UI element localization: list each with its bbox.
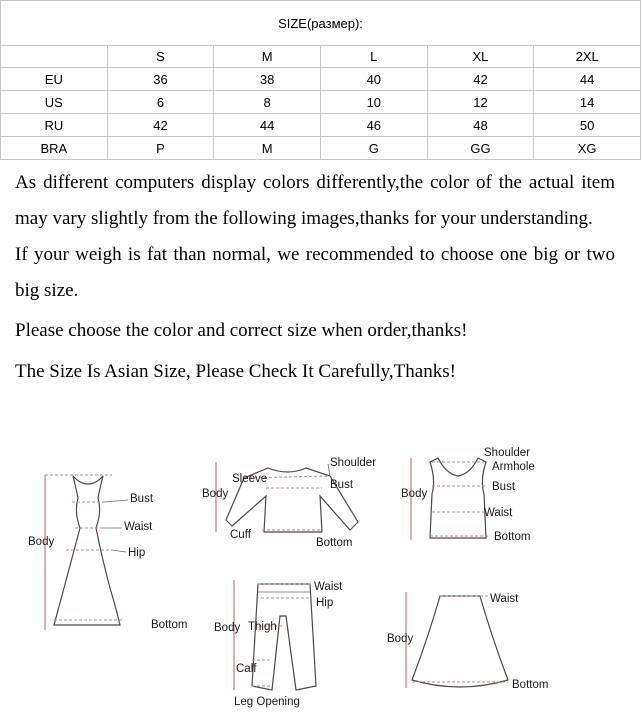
table-cell: 36 xyxy=(107,68,214,91)
calf-label: Calf xyxy=(236,663,257,675)
bust-label: Bust xyxy=(492,481,516,493)
asian-size-note: The Size Is Asian Size, Please Check It Carefully,Thanks! xyxy=(15,361,456,382)
size-chart-title-row xyxy=(1,1,641,46)
header-cell: XL xyxy=(427,46,534,68)
row-label: BRA xyxy=(1,137,108,160)
size-chart-table xyxy=(0,0,641,160)
shoulder-label: Shoulder xyxy=(484,447,531,459)
waist-label: Waist xyxy=(314,581,343,593)
table-cell: XG xyxy=(534,137,641,160)
color-disclaimer: As different computers display colors differently,the color of the actual item may vary slightly from the following images,thanks for your understanding. xyxy=(15,172,615,229)
long-sleeve-top-diagram xyxy=(202,457,376,549)
sleeve-label: Sleeve xyxy=(232,473,268,485)
table-cell: P xyxy=(107,137,214,160)
header-cell: M xyxy=(214,46,321,68)
bottom-label: Bottom xyxy=(151,619,188,631)
dress-diagram xyxy=(28,475,187,631)
table-cell: G xyxy=(320,137,427,160)
shoulder-label: Shoulder xyxy=(330,457,377,469)
body-label: Body xyxy=(401,488,428,500)
leg-opening-label: Leg Opening xyxy=(234,696,300,708)
skirt-diagram xyxy=(387,592,548,691)
table-row xyxy=(1,91,641,114)
armhole-label: Armhole xyxy=(492,461,535,473)
skirt-outline xyxy=(412,596,508,687)
body-label: Body xyxy=(214,622,241,634)
cuff-label: Cuff xyxy=(230,529,251,541)
table-cell: 46 xyxy=(320,114,427,137)
row-label: RU xyxy=(1,114,108,137)
tank-outline xyxy=(430,458,486,538)
table-cell: 42 xyxy=(427,68,534,91)
table-cell: M xyxy=(214,137,321,160)
order-note: Please choose the color and correct size when order,thanks! xyxy=(15,320,468,341)
table-cell: GG xyxy=(427,137,534,160)
thigh-label: Thigh xyxy=(248,621,277,633)
waist-label: Waist xyxy=(484,507,513,519)
bottom-label: Bottom xyxy=(316,537,353,549)
hip-label: Hip xyxy=(128,547,146,559)
table-cell: 8 xyxy=(214,91,321,114)
table-cell: 40 xyxy=(320,68,427,91)
pants-diagram xyxy=(214,580,343,708)
body-label: Body xyxy=(28,536,55,548)
tank-top-diagram xyxy=(401,447,535,543)
table-cell: 14 xyxy=(534,91,641,114)
table-row xyxy=(1,137,641,160)
pants-outline xyxy=(252,584,316,690)
size-chart-header-row xyxy=(1,46,641,68)
hip-label: Hip xyxy=(316,597,334,609)
table-cell: 44 xyxy=(534,68,641,91)
size-recommendation: If your weigh is fat than normal, we recommended to choose one big or two big size. xyxy=(15,244,615,301)
waist-label: Waist xyxy=(490,593,519,605)
table-cell: 44 xyxy=(214,114,321,137)
row-label: EU xyxy=(1,68,108,91)
row-label: US xyxy=(1,91,108,114)
bust-label: Bust xyxy=(330,479,354,491)
table-cell: 6 xyxy=(107,91,214,114)
table-cell: 10 xyxy=(320,91,427,114)
table-row xyxy=(1,114,641,137)
header-cell xyxy=(1,46,108,68)
waist-label: Waist xyxy=(124,521,153,533)
header-cell: S xyxy=(107,46,214,68)
header-cell: 2XL xyxy=(534,46,641,68)
table-cell: 42 xyxy=(107,114,214,137)
body-label: Body xyxy=(202,488,229,500)
notes-section xyxy=(15,165,615,391)
measurement-diagrams xyxy=(0,440,642,713)
bottom-label: Bottom xyxy=(494,531,531,543)
bottom-label: Bottom xyxy=(512,679,549,691)
table-cell: 50 xyxy=(534,114,641,137)
body-label: Body xyxy=(387,633,414,645)
size-chart-title: SIZE(размер): xyxy=(1,1,641,46)
table-row xyxy=(1,68,641,91)
table-cell: 12 xyxy=(427,91,534,114)
header-cell: L xyxy=(320,46,427,68)
table-cell: 38 xyxy=(214,68,321,91)
table-cell: 48 xyxy=(427,114,534,137)
bust-label: Bust xyxy=(130,493,154,505)
